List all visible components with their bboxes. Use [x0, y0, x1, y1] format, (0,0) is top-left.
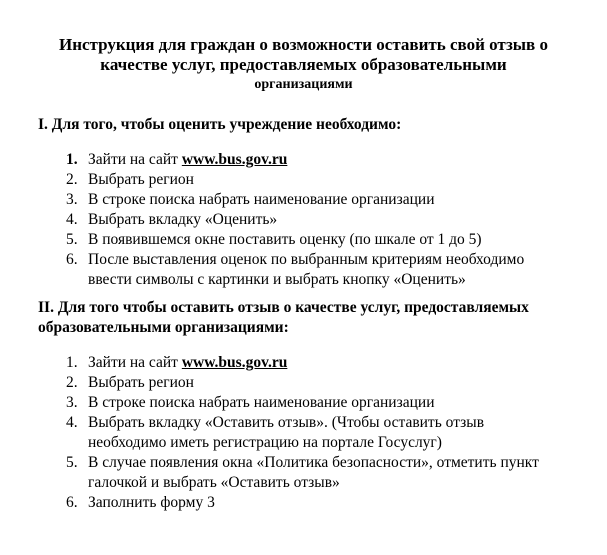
document-title-line-2: качестве услуг, предоставляемых образовательными: [100, 55, 507, 74]
list-number: 6.: [66, 494, 78, 511]
section-2-item-6: [66, 493, 215, 513]
list-number: 5.: [66, 231, 78, 248]
section-2-heading-line-2: образовательными организациями:: [38, 319, 289, 336]
list-item-text: После выставления оценок по выбранным критериям необходимо: [88, 251, 525, 268]
section-1-item-4: [66, 210, 277, 230]
section-2-item-5: [66, 453, 539, 473]
list-item-text: Выбрать регион: [88, 171, 194, 188]
section-2-item-4: [66, 413, 484, 433]
document-title-line-3: организациями: [254, 77, 353, 92]
bus-gov-link[interactable]: www.bus.gov.ru: [181, 151, 288, 168]
section-2-item-5-continuation: галочкой и выбрать «Оставить отзыв»: [88, 474, 340, 491]
list-item-text: Заполнить форму 3: [88, 494, 215, 511]
section-1-heading: I. Для того, чтобы оценить учреждение необходимо:: [38, 116, 402, 133]
list-item-text: В строке поиска набрать наименование организации: [88, 191, 435, 208]
list-number: 3.: [66, 394, 78, 411]
section-2-item-4-continuation: необходимо иметь регистрацию на портале Госуслуг): [88, 434, 442, 451]
section-2-item-2: [66, 373, 194, 393]
list-number: 3.: [66, 191, 78, 208]
list-item-text: Выбрать вкладку «Оставить отзыв». (Чтобы оставить отзыв: [88, 414, 485, 431]
list-number: 1.: [66, 151, 78, 168]
list-number: 5.: [66, 454, 78, 471]
section-2-heading-line-1: II. Для того чтобы оставить отзыв о качестве услуг, предоставляемых: [38, 299, 529, 316]
list-number: 4.: [66, 211, 78, 228]
section-1-item-1: [66, 150, 287, 170]
list-number: 6.: [66, 251, 78, 268]
section-2-item-1: [66, 353, 287, 373]
list-number: 1.: [66, 354, 78, 371]
list-item-text: Выбрать вкладку «Оценить»: [88, 211, 278, 228]
section-1-item-6: [66, 250, 524, 270]
list-item-text: Зайти на сайт: [88, 354, 182, 371]
list-number: 4.: [66, 414, 78, 431]
list-number: 2.: [66, 171, 78, 188]
section-1-item-6-continuation: ввести символы с картинки и выбрать кнопку «Оценить»: [88, 271, 466, 288]
section-1-item-3: [66, 190, 435, 210]
bus-gov-link[interactable]: www.bus.gov.ru: [181, 354, 288, 371]
list-item-text: Зайти на сайт: [88, 151, 182, 168]
list-item-text: В случае появления окна «Политика безопасности», отметить пункт: [88, 454, 539, 471]
section-1-item-2: [66, 170, 194, 190]
list-number: 2.: [66, 374, 78, 391]
list-item-text: В строке поиска набрать наименование организации: [88, 394, 435, 411]
document-title-line-1: Инструкция для граждан о возможности оставить свой отзыв о: [58, 35, 548, 54]
list-item-text: В появившемся окне поставить оценку (по шкале от 1 до 5): [88, 231, 482, 248]
section-2-item-3: [66, 393, 435, 413]
list-item-text: Выбрать регион: [88, 374, 194, 391]
section-1-item-5: [66, 230, 482, 250]
